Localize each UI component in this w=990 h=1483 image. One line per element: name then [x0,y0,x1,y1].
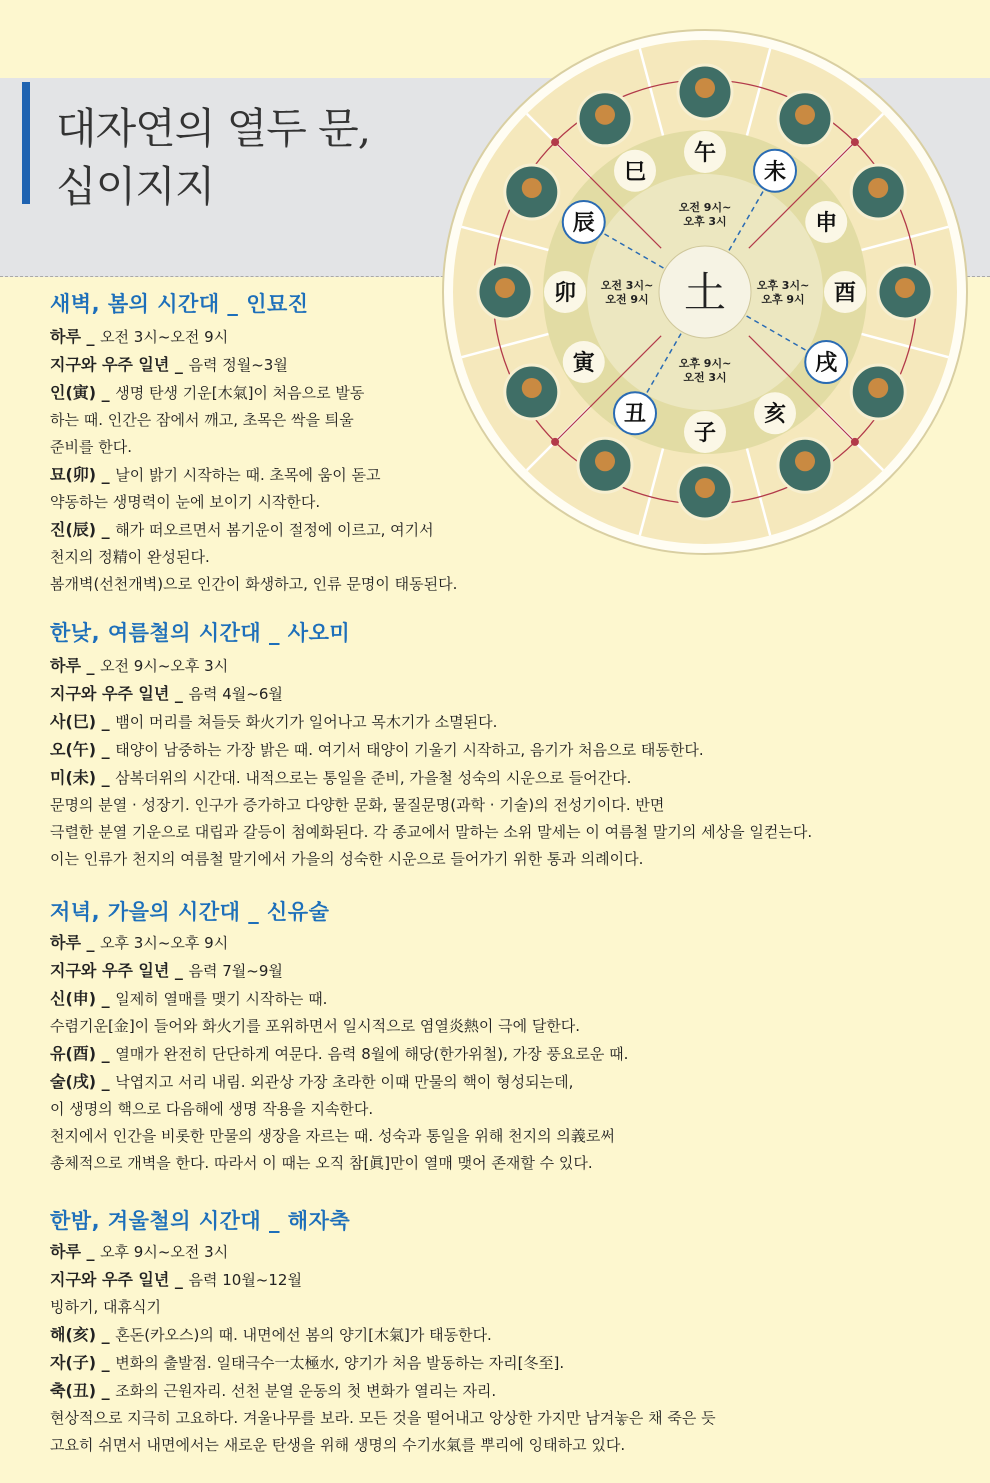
title-line-1: 대자연의 열두 문, [56,104,371,153]
line-text: 음력 7월~9월 [188,962,283,980]
time-range-label: 오후 3시 [683,215,727,228]
section-body-autumn [50,929,628,1177]
branch-label: 丑 [623,401,647,428]
body-line [50,819,812,846]
zodiac-animal-head-icon [868,378,888,398]
branch-label: 亥 [763,401,787,428]
line-text: 생명 탄생 기운[木氣]이 처음으로 발동 [115,384,365,402]
line-label: 묘(卯) _ [50,465,116,484]
time-range-label: 오전 3시~ [600,279,654,292]
body-line [50,929,628,957]
line-label: 미(未) _ [50,768,116,787]
section-body-summer [50,652,812,873]
body-line [50,407,457,434]
body-line [50,736,812,764]
line-text: 수렴기운[金]이 들어와 화火기를 포위하면서 일시적으로 염열炎熱이 극에 달한다. [50,1017,581,1035]
zodiac-animal-head-icon [522,178,542,198]
line-label: 유(酉) _ [50,1044,116,1063]
section-heading-autumn: 저녁, 가을의 시간대 _ 신유술 [50,900,330,924]
line-label: 자(子) _ [50,1353,116,1372]
section-body-winter [50,1238,716,1459]
line-text: 변화의 출발점. 일태극수一太極水, 양기가 처음 발동하는 자리[冬至]. [115,1354,565,1372]
body-line [50,652,812,680]
body-line [50,764,812,792]
line-text: 고요히 쉬면서 내면에서는 새로운 탄생을 위해 생명의 수기水氣를 뿌리에 잉태하고 있다. [50,1436,626,1454]
body-line [50,1150,628,1177]
body-line [50,571,457,598]
section-heading-winter: 한밤, 겨울철의 시간대 _ 해자축 [50,1209,351,1233]
line-label: 지구와 우주 일년 _ [50,684,189,703]
branch-label: 寅 [572,350,595,376]
time-range-label: 오후 9시~ [678,357,732,370]
section-heading-spring: 새벽, 봄의 시간대 _ 인묘진 [50,292,309,316]
body-line [50,489,457,516]
line-text: 오전 9시~오후 3시 [100,657,229,675]
line-label: 지구와 우주 일년 _ [50,355,189,374]
line-text: 준비를 한다. [50,438,132,456]
line-text: 약동하는 생명력이 눈에 보이기 시작한다. [50,493,321,511]
center-earth-label: 土 [683,268,727,317]
time-range-label: 오전 9시 [605,293,649,306]
line-text: 뱀이 머리를 쳐들듯 화火기가 일어나고 목木기가 소멸된다. [115,713,498,731]
line-label: 해(亥) _ [50,1325,116,1344]
body-line [50,323,457,351]
line-text: 천지에서 인간을 비롯한 만물의 생장을 자르는 때. 성숙과 통일을 위해 천지의 의義로써 [50,1127,615,1145]
zodiac-animal-head-icon [868,178,888,198]
body-line [50,1432,716,1459]
zodiac-animal-head-icon [595,105,615,125]
zodiac-animal-head-icon [895,278,915,298]
line-text: 열매가 완전히 단단하게 여문다. 음력 8월에 해당(한가위철), 가장 풍요로운 때. [115,1045,629,1063]
branch-label: 酉 [833,280,857,306]
body-line [50,1238,716,1266]
line-label: 사(巳) _ [50,712,116,731]
body-line [50,1405,716,1432]
title-accent-bar [22,82,30,204]
line-label: 지구와 우주 일년 _ [50,961,189,980]
line-label: 하루 _ [50,933,101,952]
body-line [50,957,628,985]
body-line [50,680,812,708]
body-line [50,544,457,571]
body-line [50,1377,716,1405]
body-line [50,708,812,736]
branch-label: 戌 [815,350,838,376]
body-line [50,1040,628,1068]
body-line [50,1013,628,1040]
line-text: 음력 정월~3월 [188,356,288,374]
zodiac-animal-head-icon [795,105,815,125]
zodiac-animal-head-icon [495,278,515,298]
line-label: 하루 _ [50,1242,101,1261]
body-line [50,1068,628,1096]
line-text: 혼돈(카오스)의 때. 내면에선 봄의 양기[木氣]가 태동한다. [115,1326,492,1344]
body-line [50,792,812,819]
page-title [56,100,370,216]
zodiac-animal-head-icon [795,451,815,471]
line-text: 천지의 정精이 완성된다. [50,548,210,566]
body-line [50,1294,716,1321]
branch-label: 卯 [553,280,577,306]
line-label: 하루 _ [50,656,101,675]
body-line [50,1321,716,1349]
line-text: 극렬한 분열 기운으로 대립과 갈등이 첨예화된다. 각 종교에서 말하는 소위 말세는 이 여름철 말기의 세상을 일컫는다. [50,823,813,841]
branch-label: 未 [763,158,787,185]
line-label: 신(申) _ [50,989,116,1008]
line-text: 날이 밝기 시작하는 때. 초목에 움이 돋고 [115,466,381,484]
line-text: 이 생명의 핵으로 다음해에 생명 작용을 지속한다. [50,1100,374,1118]
line-text: 삼복더위의 시간대. 내적으로는 통일을 준비, 가을철 성숙의 시운으로 들어간다. [115,769,632,787]
line-text: 음력 4월~6월 [188,685,283,703]
line-text: 하는 때. 인간은 잠에서 깨고, 초목은 싹을 틔울 [50,411,354,429]
body-line [50,1266,716,1294]
body-line [50,434,457,461]
line-label: 하루 _ [50,327,101,346]
body-line [50,461,457,489]
time-range-label: 오전 3시 [683,371,727,384]
branch-label: 子 [693,420,717,446]
line-text: 오전 3시~오전 9시 [100,328,229,346]
zodiac-animal-head-icon [595,451,615,471]
body-line [50,1123,628,1150]
zodiac-animal-head-icon [695,478,715,498]
line-label: 술(戌) _ [50,1072,116,1091]
line-text: 일제히 열매를 맺기 시작하는 때. [115,990,328,1008]
line-text: 낙엽지고 서리 내림. 외관상 가장 초라한 이때 만물의 핵이 형성되는데, [115,1073,574,1091]
zodiac-animal-head-icon [522,378,542,398]
section-body-spring [50,323,457,598]
line-label: 지구와 우주 일년 _ [50,1270,189,1289]
line-text: 총체적으로 개벽을 한다. 따라서 이 때는 오직 참[眞]만이 열매 맺어 존재할 수 있다. [50,1154,593,1172]
line-text: 문명의 분열 · 성장기. 인구가 증가하고 다양한 문화, 물질문명(과학 · 기술)의 전성기이다. 반면 [50,796,665,814]
time-range-label: 오전 9시~ [678,201,732,214]
body-line [50,1096,628,1123]
line-text: 봄개벽(선천개벽)으로 인간이 화생하고, 인류 문명이 태동된다. [50,575,458,593]
body-line [50,516,457,544]
line-label: 오(午) _ [50,740,116,759]
line-text: 음력 10월~12월 [188,1271,302,1289]
line-label: 인(寅) _ [50,383,116,402]
branch-label: 申 [815,210,838,236]
line-text: 해가 떠오르면서 봄기운이 절정에 이르고, 여기서 [115,521,434,539]
line-text: 이는 인류가 천지의 여름철 말기에서 가을의 성숙한 시운으로 들어가기 위한 통과 의례이다. [50,850,644,868]
line-text: 오후 3시~오후 9시 [100,934,229,952]
line-text: 조화의 근원자리. 선천 분열 운동의 첫 변화가 열리는 자리. [115,1382,497,1400]
branch-label: 辰 [572,210,595,236]
line-text: 빙하기, 대휴식기 [50,1298,161,1316]
body-line [50,985,628,1013]
time-range-label: 오후 3시~ [756,279,810,292]
line-text: 현상적으로 지극히 고요하다. 겨울나무를 보라. 모든 것을 떨어내고 앙상한 가지만 남겨놓은 채 죽은 듯 [50,1409,716,1427]
zodiac-wheel [425,20,985,580]
branch-label: 巳 [623,158,647,185]
section-heading-summer: 한낮, 여름철의 시간대 _ 사오미 [50,621,351,645]
body-line [50,351,457,379]
branch-label: 午 [693,140,717,166]
body-line [50,846,812,873]
zodiac-animal-head-icon [695,78,715,98]
line-label: 축(丑) _ [50,1381,116,1400]
body-line [50,379,457,407]
line-text: 태양이 남중하는 가장 밝은 때. 여기서 태양이 기울기 시작하고, 음기가 처음으로 태동한다. [115,741,704,759]
time-range-label: 오후 9시 [761,293,805,306]
line-text: 오후 9시~오전 3시 [100,1243,229,1261]
title-line-2: 십이지지 [56,162,215,211]
line-label: 진(辰) _ [50,520,116,539]
body-line [50,1349,716,1377]
